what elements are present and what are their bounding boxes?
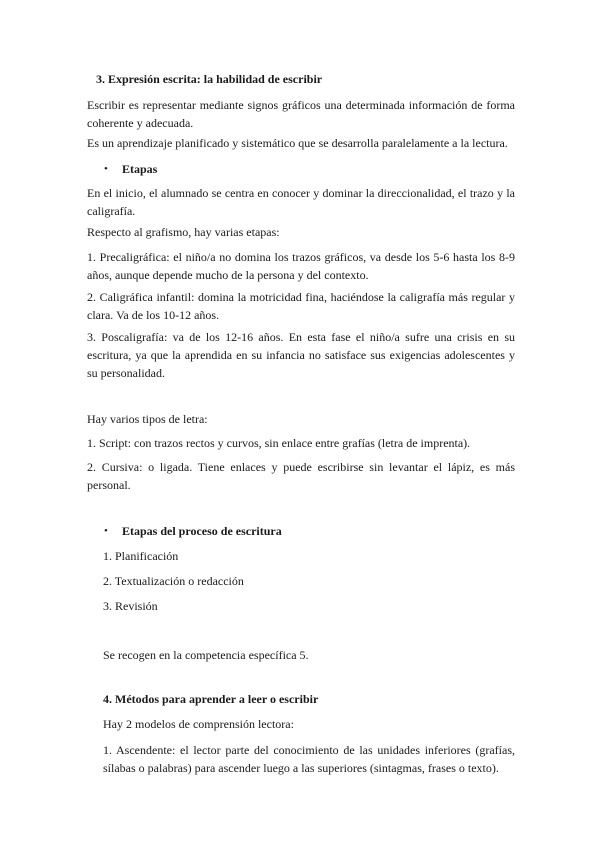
- modelo-ascendente: 1. Ascendente: el lector parte del conocimiento de las unidades inferiores (grafías, sílabas o palabras) para ascender luego a las superiores (sintagmas, frases o texto).: [103, 743, 515, 775]
- paragraph-inicio: En el inicio, el alumnado se centra en conocer y dominar la direccionalidad, el trazo y la caligrafía.: [87, 186, 515, 218]
- paragraph-tipos-letra: Hay varios tipos de letra:: [87, 412, 208, 426]
- bullet-icon: •: [104, 163, 108, 175]
- etapa-poscaligrafia: 3. Poscaligrafía: va de los 12-16 años. En esta fase el niño/a sufre una crisis en su escritura, ya que la aprendida en su infancia no satisface sus exigencias adolescentes y su personalidad.: [87, 330, 515, 380]
- section-4-heading: 4. Métodos para aprender a leer o escribir: [103, 692, 319, 706]
- proceso-planificacion: 1. Planificación: [103, 549, 179, 563]
- etapa-precaligrafica: 1. Precaligráfica: el niño/a no domina los trazos gráficos, va desde los 5-6 hasta los 8-9 años, aunque depende mucho de la persona y del contexto.: [87, 250, 515, 282]
- paragraph-competencia: Se recogen en la competencia específica 5.: [103, 648, 309, 662]
- section-3-heading: 3. Expresión escrita: la habilidad de escribir: [96, 72, 323, 86]
- etapa-caligrafica-infantil: 2. Caligráfica infantil: domina la motricidad fina, haciéndose la caligrafía más regular y clara. Va de los 10-12 años.: [87, 290, 515, 322]
- paragraph-aprendizaje: Es un aprendizaje planificado y sistemático que se desarrolla paralelamente a la lectura.: [87, 136, 508, 150]
- proceso-textualizacion: 2. Textualización o redacción: [103, 574, 244, 588]
- proceso-revision: 3. Revisión: [103, 599, 158, 613]
- subheading-proceso-escritura: Etapas del proceso de escritura: [122, 524, 282, 538]
- tipo-cursiva: 2. Cursiva: o ligada. Tiene enlaces y puede escribirse sin levantar el lápiz, es más personal.: [87, 460, 515, 492]
- subheading-etapas: Etapas: [122, 162, 158, 176]
- paragraph-modelos: Hay 2 modelos de comprensión lectora:: [103, 717, 294, 731]
- paragraph-grafismo: Respecto al grafismo, hay varias etapas:: [87, 225, 280, 239]
- paragraph-definicion: Escribir es representar mediante signos gráficos una determinada información de forma coherente y adecuada.: [87, 98, 515, 130]
- bullet-icon: •: [104, 525, 108, 537]
- tipo-script: 1. Script: con trazos rectos y curvos, sin enlace entre grafías (letra de imprenta).: [87, 436, 471, 450]
